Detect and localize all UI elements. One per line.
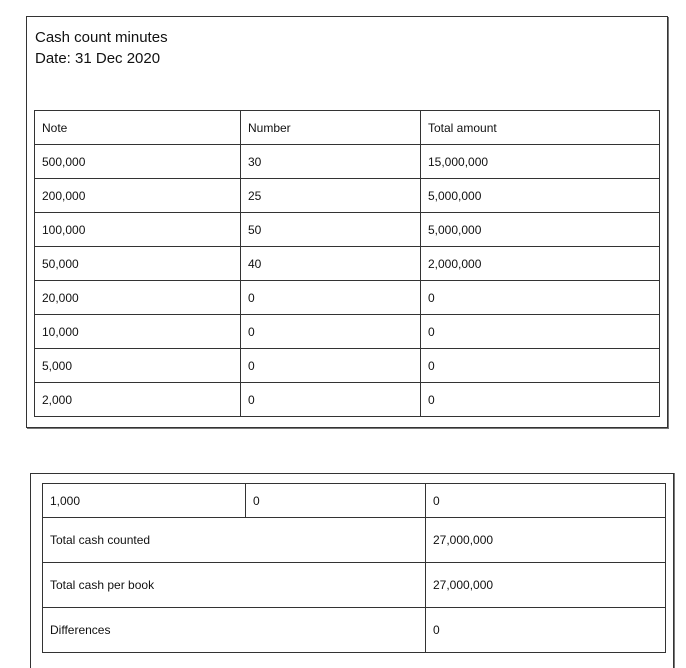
table-row <box>35 213 660 247</box>
summary-label: Total cash per book <box>43 563 426 608</box>
note-cell: 100,000 <box>35 213 241 247</box>
note-cell: 500,000 <box>35 145 241 179</box>
note-cell: 50,000 <box>35 247 241 281</box>
header-total-amount: Total amount <box>421 111 660 145</box>
summary-label: Total cash counted <box>43 518 426 563</box>
summary-value: 27,000,000 <box>426 563 666 608</box>
table-row <box>35 383 660 417</box>
table-header-row <box>35 111 660 145</box>
note-cell: 20,000 <box>35 281 241 315</box>
total-amount-cell: 0 <box>421 383 660 417</box>
total-amount-cell: 0 <box>421 281 660 315</box>
table-row <box>35 349 660 383</box>
document-date: Date: 31 Dec 2020 <box>35 50 161 67</box>
number-cell: 0 <box>246 484 426 518</box>
total-amount-cell: 0 <box>421 315 660 349</box>
document-heading <box>35 27 168 69</box>
number-cell: 50 <box>241 213 421 247</box>
note-cell: 10,000 <box>35 315 241 349</box>
table-row <box>35 315 660 349</box>
total-amount-cell: 5,000,000 <box>421 179 660 213</box>
table-row <box>43 484 666 518</box>
summary-label: Differences <box>43 608 426 653</box>
summary-value: 0 <box>426 608 666 653</box>
note-cell: 2,000 <box>35 383 241 417</box>
cash-count-table <box>34 110 660 417</box>
table-row <box>35 281 660 315</box>
header-note: Note <box>35 111 241 145</box>
summary-value: 27,000,000 <box>426 518 666 563</box>
total-amount-cell: 15,000,000 <box>421 145 660 179</box>
note-cell: 1,000 <box>43 484 246 518</box>
cash-count-page-bottom <box>30 473 674 668</box>
total-amount-cell: 0 <box>426 484 666 518</box>
note-cell: 5,000 <box>35 349 241 383</box>
number-cell: 25 <box>241 179 421 213</box>
number-cell: 0 <box>241 281 421 315</box>
document-title: Cash count minutes <box>35 29 168 46</box>
table-row <box>35 179 660 213</box>
total-amount-cell: 0 <box>421 349 660 383</box>
summary-row-differences <box>43 608 666 653</box>
total-amount-cell: 2,000,000 <box>421 247 660 281</box>
number-cell: 0 <box>241 315 421 349</box>
number-cell: 30 <box>241 145 421 179</box>
total-amount-cell: 5,000,000 <box>421 213 660 247</box>
header-number: Number <box>241 111 421 145</box>
number-cell: 40 <box>241 247 421 281</box>
number-cell: 0 <box>241 349 421 383</box>
note-cell: 200,000 <box>35 179 241 213</box>
summary-row-total-counted <box>43 518 666 563</box>
cash-count-table-continued <box>42 483 666 653</box>
summary-row-total-per-book <box>43 563 666 608</box>
number-cell: 0 <box>241 383 421 417</box>
cash-count-page-top <box>26 16 668 428</box>
table-row <box>35 247 660 281</box>
table-row <box>35 145 660 179</box>
